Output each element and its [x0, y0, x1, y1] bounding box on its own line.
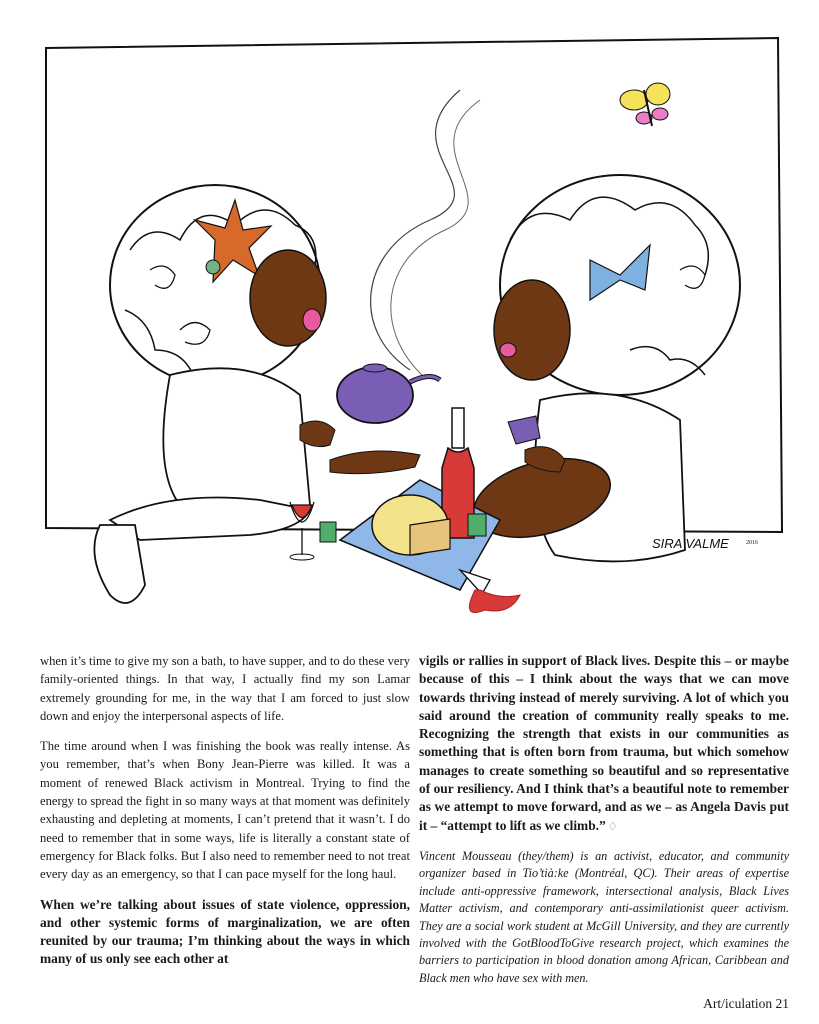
bold-question-paragraph: When we’re talking about issues of state violence, oppression, and other systemic forms of marginalization, we are often reunited by our trauma; I’m thinking about the ways in which many of us only see each other at: [40, 896, 410, 967]
green-cup-right: [468, 514, 486, 536]
teapot-drawing: [337, 364, 440, 423]
tea-party-illustration: [30, 30, 790, 640]
article-column-left: [40, 652, 410, 981]
page-footer: Art/iculation 21: [703, 996, 789, 1011]
bold-text: vigils or rallies in support of Black lives. Despite this – or maybe because of this – I think about the ways that we can move towards thriving instead of merely surviving. A lot of which you said around the creation of community really speaks to me. Recognizing the strength that exists in our communities as something that is often born from trauma, but which somehow manages to create something so beautiful and so representative of our resiliency. And I think that’s a beautiful note to remember as we attempt to move forward, and as we – as Angela Davis put it – “attempt to lift as we climb.”: [419, 653, 789, 833]
butterfly-drawing: [620, 83, 670, 126]
sneaker: [94, 525, 145, 603]
right-figure: [465, 175, 740, 561]
steam-swirl: [371, 90, 460, 370]
paragraph: The time around when I was finishing the book was really intense. As you remember, that’s when Bony Jean-Pierre was killed. It was a moment of renewed Black activism in Montreal. Trying to find the energy to spread the fight in so many ways at that moment was definitely exhausting and depleting at moments, I can’t pretend that it wasn’t. I do need to remember that in some ways, life is literally a constant state of emergency for Black folks. But I also need to remember need to not treat every day as an emergency, so that I can pace myself for the long haul.: [40, 739, 410, 882]
paragraph: when it’s time to give my son a bath, to have supper, and to do these very family-oriented things. In that way, I actually find my son Lamar extremely grounding for me, in the way that I am forced to just slow down and enjoy the interpersonal aspects of life.: [40, 654, 410, 723]
spilled-wine-glass: [460, 570, 520, 613]
green-cup-left: [320, 522, 336, 542]
bold-question-continued: [419, 652, 789, 836]
author-bio: Vincent Mousseau (they/them) is an activist, educator, and community organizer based in Tio’tià:ke (Montréal, QC). Their areas of expertise include anti-oppressive framework, intersectional analysis, Black Lives Matter activism, and contemporary anti-assimilationist queer activism. They are a social work student at McGill University, and they are currently involved with the GotBloodToGive research project, which examines the barriers to participation in blood donation among African, Caribbean and Black men who have sex with men.: [419, 848, 789, 985]
signature-year: 2016: [746, 540, 758, 546]
end-mark-icon: ♢: [607, 820, 618, 833]
article-column-right: [419, 652, 789, 999]
cheese-wheel: [372, 495, 450, 555]
artist-signature: SIRA VALME: [652, 536, 729, 551]
wine-glass-left: [290, 502, 314, 560]
